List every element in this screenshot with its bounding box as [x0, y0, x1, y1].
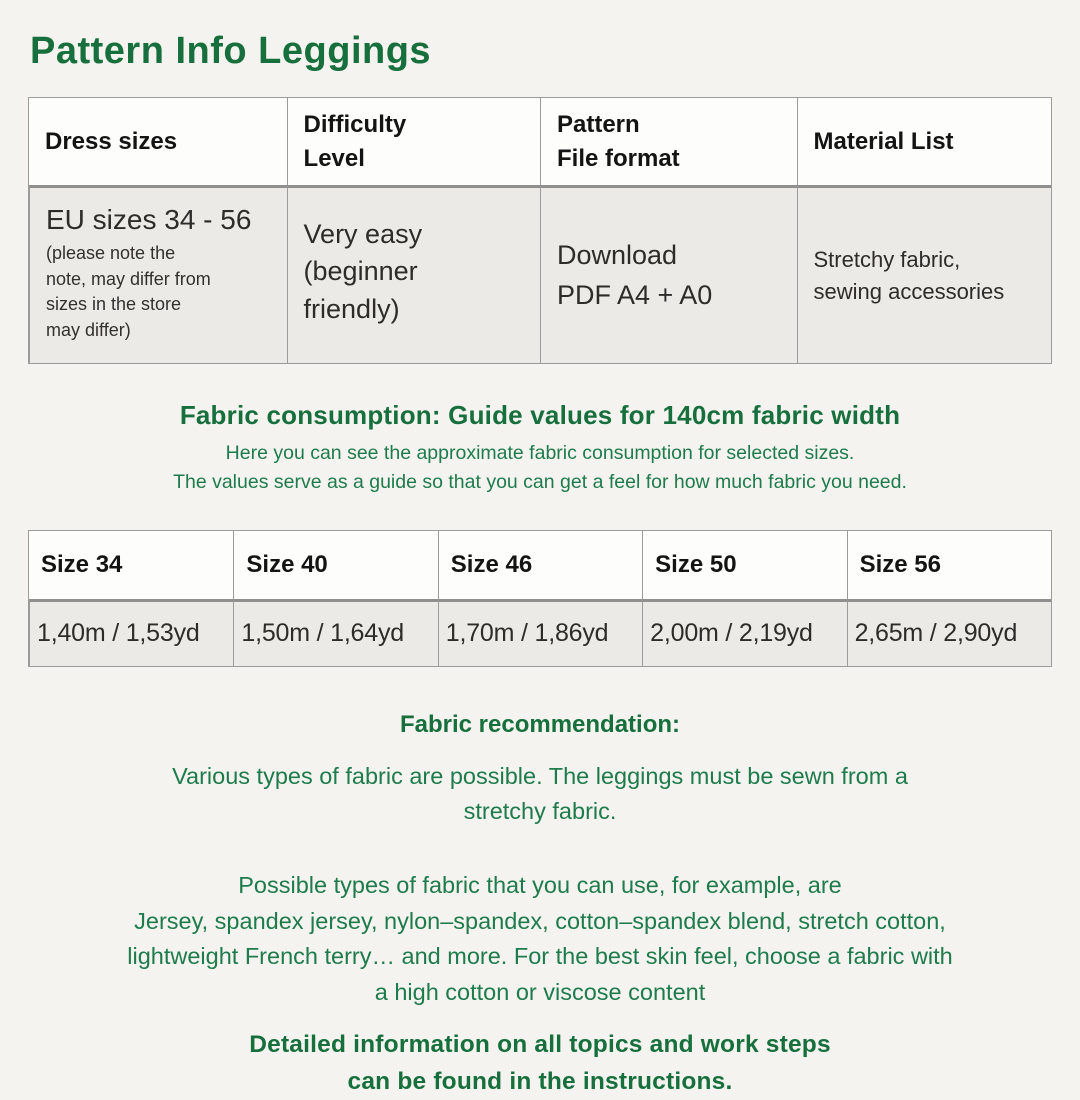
instructions-note: Detailed information on all topics and work steps can be found in the instructions. — [249, 1030, 831, 1095]
fabric-recommendation-heading: Fabric recommendation: — [399, 710, 681, 738]
pattern-info-table — [28, 97, 1052, 364]
cell-dress-sizes — [29, 185, 287, 363]
size-header: Size 56 — [847, 531, 1051, 599]
fabric-consumption-subtext: Here you can see the approximate fabric consumption for selected sizes. The values serve as a guide so that you can get a feel for how much fabric you need. — [173, 442, 907, 494]
fabric-recommendation-paragraph: Various types of fabric are possible. The leggings must be sewn from a stretchy fabric. — [172, 762, 908, 825]
cell-material-list: Stretchy fabric, sewing accessories — [797, 185, 1051, 363]
dress-sizes-note: (please note the note, may differ from sizes in the store may differ) — [46, 243, 211, 341]
column-header-material-list — [797, 98, 1051, 185]
cell-difficulty-level: Very easy (beginner friendly) — [287, 185, 540, 363]
header-line: Pattern — [556, 110, 640, 138]
header-line: Difficulty — [303, 110, 407, 138]
fabric-types-paragraph: Possible types of fabric that you can use, for example, are Jersey, spandex jersey, nylon–spandex, cotton–spandex blend, stretch cotton, lightweight French terry… and more. For the best skin feel, choose a fabric with a high cotton or viscose content — [127, 871, 953, 1006]
fabric-consumption-heading: Fabric consumption: Guide values for 140cm fabric width — [179, 400, 901, 430]
cell-pattern-file-format: Download PDF A4 + A0 — [540, 185, 797, 363]
size-value: 2,65m / 2,90yd — [847, 599, 1051, 666]
header-line: Level — [303, 144, 365, 172]
fabric-consumption-table — [28, 530, 1052, 667]
size-header: Size 40 — [233, 531, 437, 599]
column-header-difficulty-level — [287, 98, 540, 185]
column-header-pattern-file-format — [540, 98, 797, 185]
header-line: Material List — [813, 127, 954, 155]
dress-sizes-value: EU sizes 34 - 56 — [46, 204, 252, 235]
size-header: Size 46 — [438, 531, 642, 599]
page-title: Pattern Info Leggings — [30, 30, 432, 72]
size-header: Size 50 — [642, 531, 846, 599]
header-line: File format — [556, 144, 680, 172]
column-header-dress-sizes — [29, 98, 287, 185]
size-value: 1,40m / 1,53yd — [29, 599, 233, 666]
size-value: 1,70m / 1,86yd — [438, 599, 642, 666]
header-line: Dress sizes — [45, 127, 178, 155]
size-value: 1,50m / 1,64yd — [233, 599, 437, 666]
size-header: Size 34 — [29, 531, 233, 599]
size-value: 2,00m / 2,19yd — [642, 599, 846, 666]
